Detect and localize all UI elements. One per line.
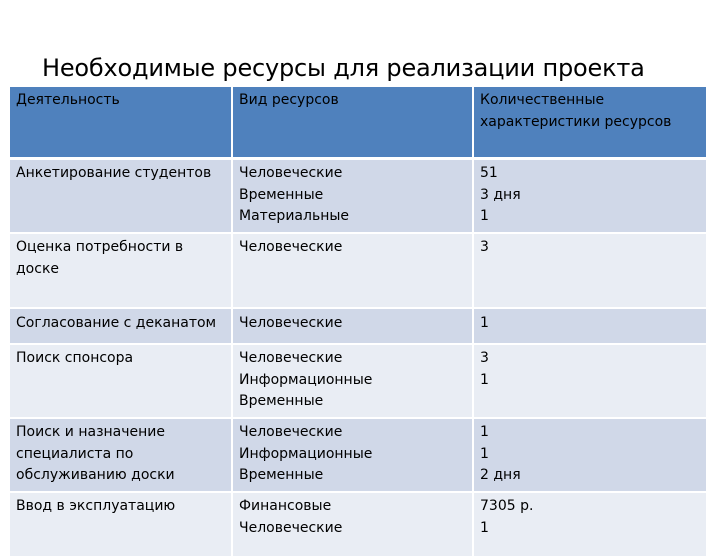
activity-text: Поиск спонсора bbox=[16, 350, 134, 366]
quantity-value: 51 bbox=[480, 165, 498, 181]
resource-type: Финансовые bbox=[239, 498, 332, 514]
resource-type: Информационные bbox=[239, 445, 373, 462]
quantity-value: 3 дня bbox=[480, 186, 521, 203]
header-quantity: Количественные характеристики ресурсов bbox=[473, 87, 706, 159]
table-row bbox=[10, 233, 706, 308]
quantity-cell bbox=[473, 344, 706, 418]
resource-type: Временные bbox=[239, 186, 324, 203]
resource-type-cell bbox=[232, 492, 473, 557]
table-row bbox=[10, 344, 706, 418]
resource-type: Временные bbox=[239, 393, 324, 409]
quantity-value: 1 bbox=[480, 315, 489, 331]
quantity-cell bbox=[473, 233, 706, 308]
header-activity: Деятельность bbox=[10, 87, 232, 159]
activity-text: Согласование с деканатом bbox=[16, 315, 217, 331]
quantity-value: 2 дня bbox=[480, 467, 521, 483]
activity-cell bbox=[10, 418, 232, 492]
activity-cell bbox=[10, 233, 232, 308]
activity-cell bbox=[10, 492, 232, 557]
resource-type: Человеческие bbox=[239, 519, 343, 536]
quantity-cell bbox=[473, 308, 706, 344]
resource-type-cell bbox=[232, 344, 473, 418]
resource-type-cell bbox=[232, 308, 473, 344]
quantity-value: 7305 р. bbox=[480, 498, 534, 514]
quantity-value: 1 bbox=[480, 445, 489, 462]
activity-cell bbox=[10, 344, 232, 418]
header-resource-type: Вид ресурсов bbox=[232, 87, 473, 159]
table-row bbox=[10, 159, 706, 234]
resource-type: Материальные bbox=[239, 208, 350, 224]
quantity-cell bbox=[473, 159, 706, 234]
quantity-value: 1 bbox=[480, 424, 489, 440]
table-row bbox=[10, 308, 706, 344]
quantity-value: 1 bbox=[480, 519, 489, 536]
activity-cell bbox=[10, 159, 232, 234]
quantity-cell bbox=[473, 492, 706, 557]
resource-type: Человеческие bbox=[239, 350, 343, 366]
resource-type-cell bbox=[232, 418, 473, 492]
quantity-value: 1 bbox=[480, 371, 489, 388]
table-row bbox=[10, 418, 706, 492]
quantity-cell bbox=[473, 418, 706, 492]
resource-type: Временные bbox=[239, 467, 324, 483]
resource-type: Информационные bbox=[239, 371, 373, 388]
table-header-row bbox=[10, 87, 706, 159]
activity-cell bbox=[10, 308, 232, 344]
resource-type: Человеческие bbox=[239, 239, 343, 255]
quantity-value: 1 bbox=[480, 208, 489, 224]
activity-text: Ввод в эксплуатацию bbox=[16, 498, 176, 514]
slide-title: Необходимые ресурсы для реализации проекта bbox=[42, 54, 645, 82]
quantity-value: 3 bbox=[480, 239, 489, 255]
resource-type-cell bbox=[232, 159, 473, 234]
resource-type: Человеческие bbox=[239, 165, 343, 181]
activity-text: Поиск и назначение специалиста по обслуживанию доски bbox=[16, 424, 175, 483]
resources-table bbox=[10, 87, 706, 558]
resource-type-cell bbox=[232, 233, 473, 308]
quantity-value: 3 bbox=[480, 350, 489, 366]
activity-text: Оценка потребности в доске bbox=[16, 239, 184, 277]
table-row bbox=[10, 492, 706, 557]
resource-type: Человеческие bbox=[239, 424, 343, 440]
activity-text: Анкетирование студентов bbox=[16, 165, 212, 181]
resource-type: Человеческие bbox=[239, 315, 343, 331]
